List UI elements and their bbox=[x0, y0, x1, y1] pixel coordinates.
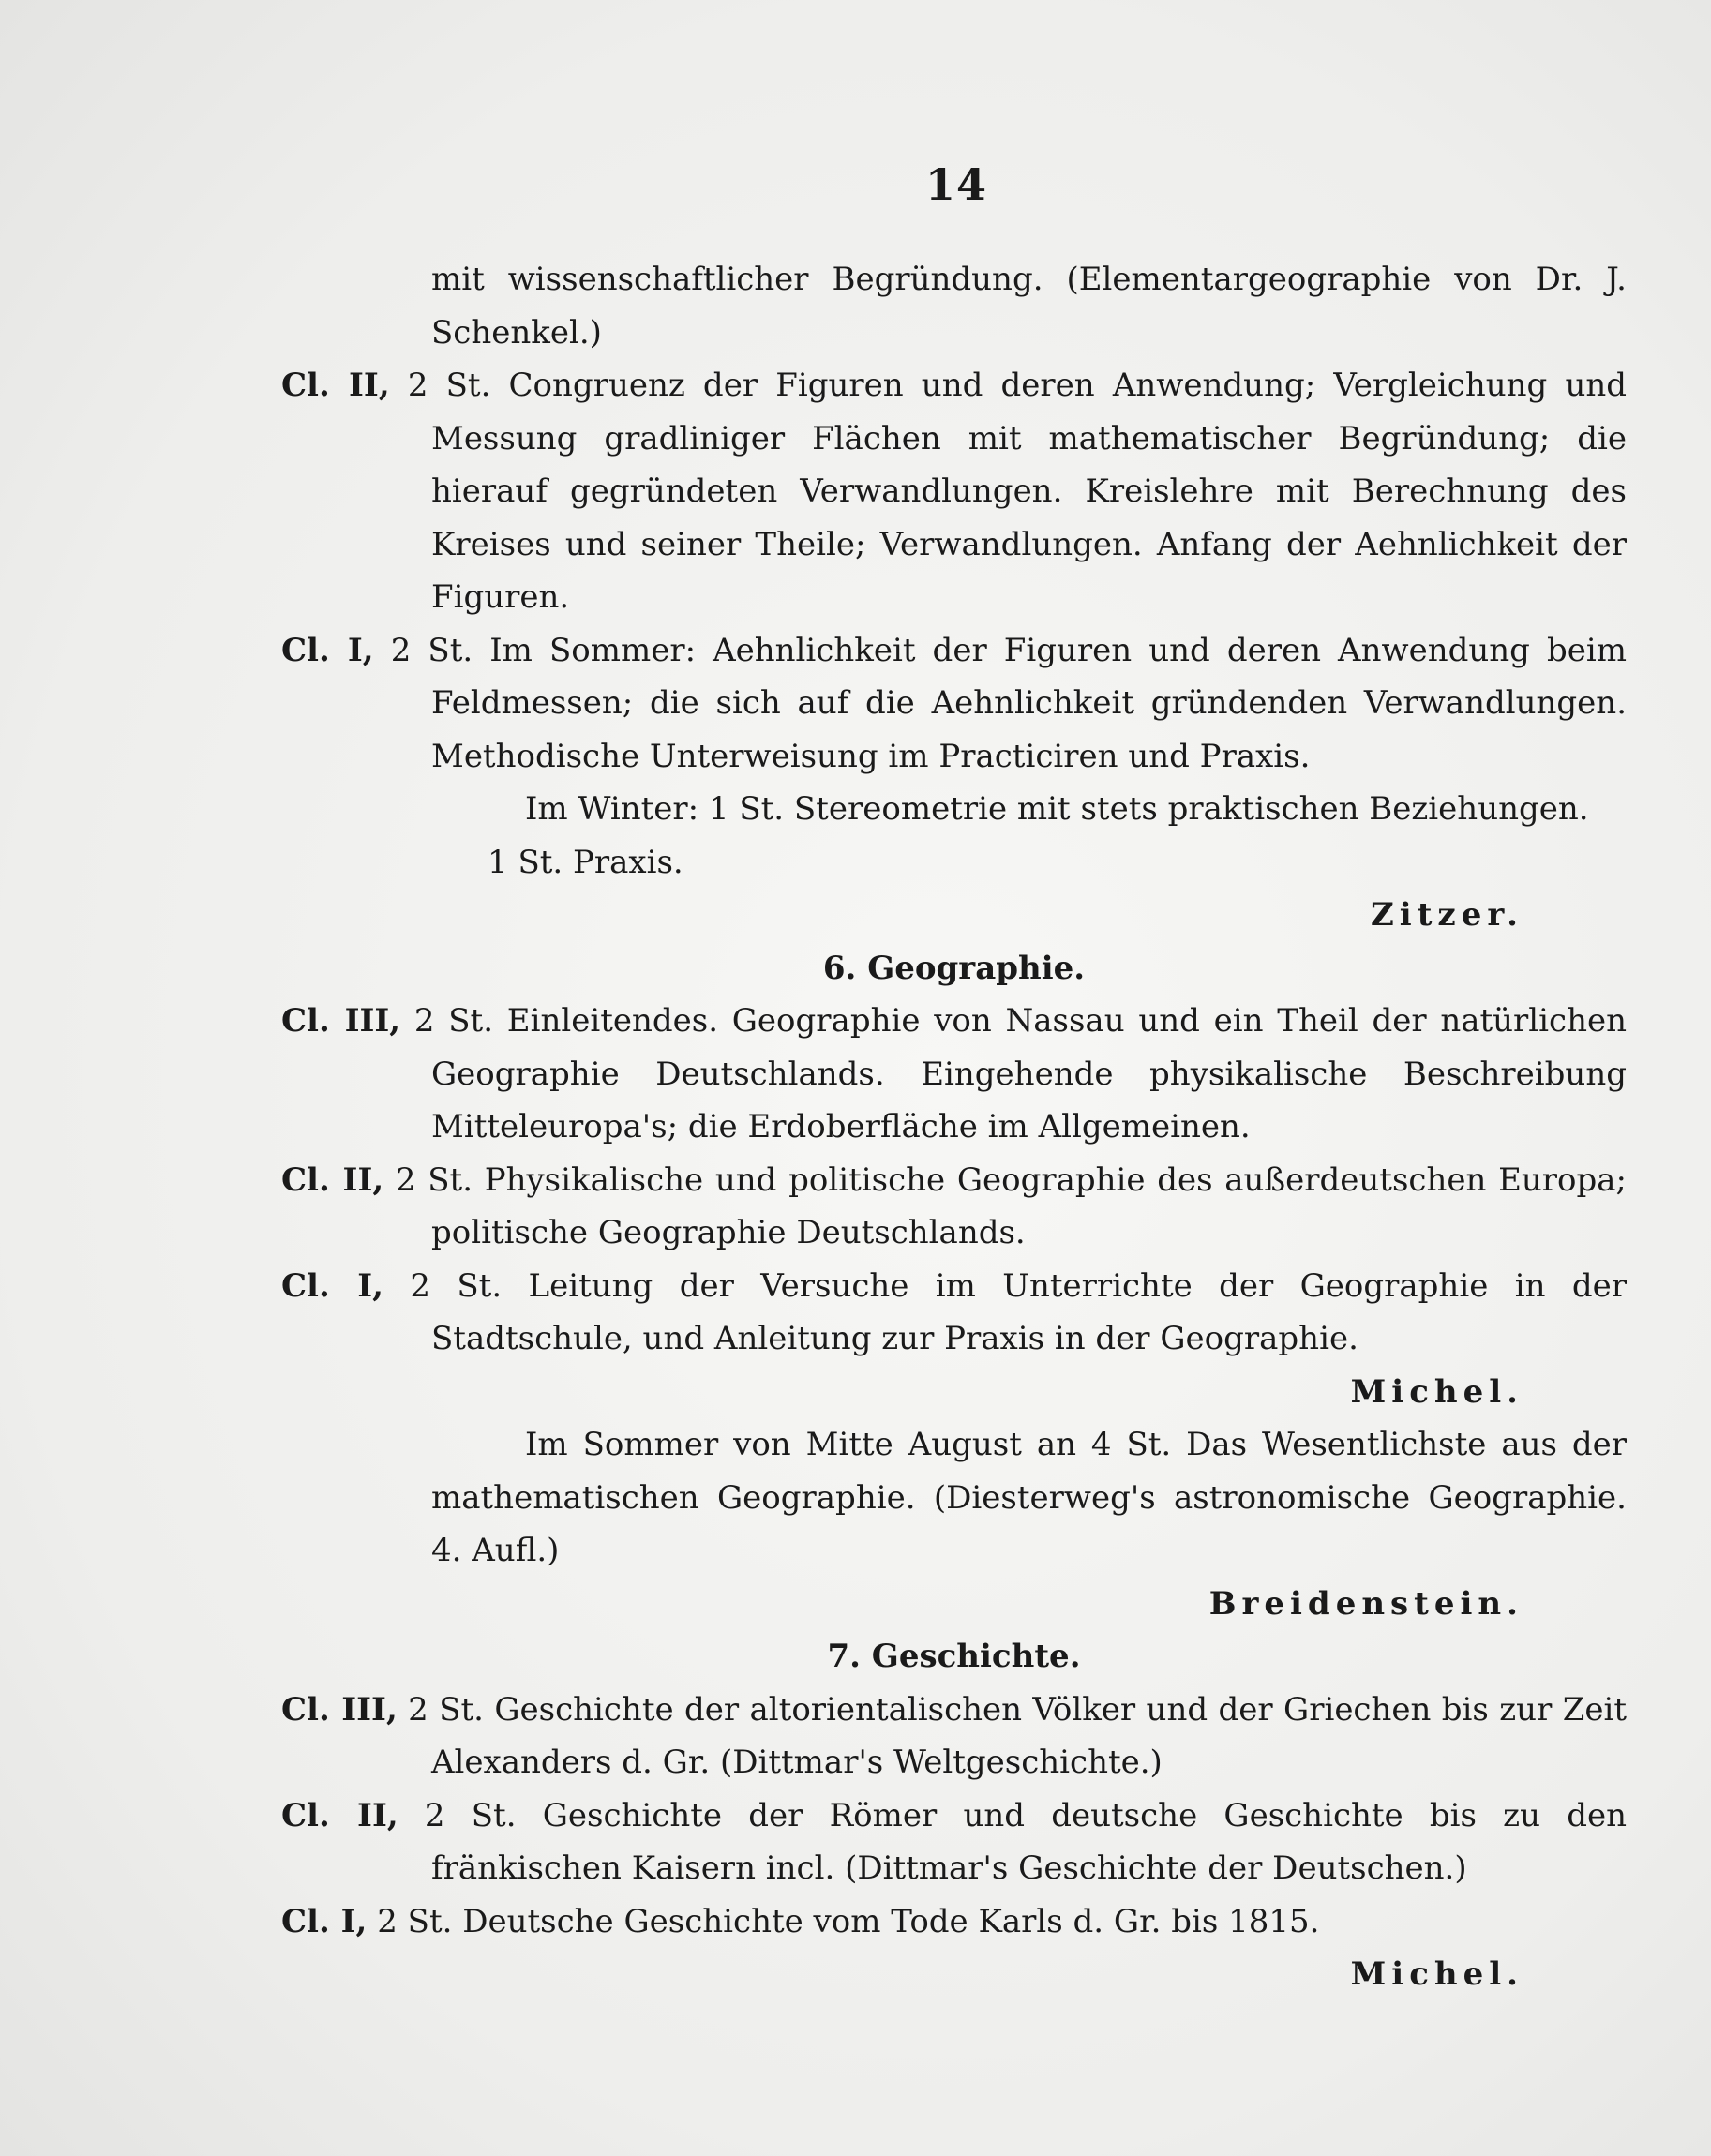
paragraph-text: 2 St. Leitung der Versuche im Unterrichte der Geographie in der Stadtschule, und Anleitung zur Praxis in der Geographie. bbox=[410, 1266, 1627, 1357]
signature-michel: Michel. bbox=[1350, 1372, 1523, 1411]
class-label: Cl. I, bbox=[281, 1266, 383, 1305]
class-label: Cl. II, bbox=[281, 367, 390, 404]
paragraph-hist-class-i bbox=[281, 1895, 1627, 1949]
page-body bbox=[281, 253, 1627, 2001]
paragraph-hist-class-ii bbox=[281, 1789, 1627, 1895]
page-number: 14 bbox=[924, 159, 987, 210]
signature-breidenstein: Breidenstein. bbox=[1208, 1584, 1523, 1623]
paragraph-hist-class-iii bbox=[281, 1684, 1627, 1789]
class-label: Cl. I, bbox=[281, 631, 374, 669]
paragraph-geo-class-i bbox=[281, 1260, 1627, 1366]
paragraph-text: 2 St. Congruenz der Figuren und deren Anwendung; Vergleichung und Messung gradliniger Flächen mit mathematischer Begründung; die hierauf gegründeten Verwandlungen. Kreislehre mit Berechnung des Kreises und seiner Theile; Verwandlungen. Anfang der Aehnlichkeit der Figuren. bbox=[407, 367, 1628, 616]
class-label: Cl. II, bbox=[281, 1796, 398, 1834]
section-heading-geschichte: 7. Geschichte. bbox=[827, 1638, 1081, 1675]
paragraph-text: 2 St. Geschichte der Römer und deutsche Geschichte bis zu den fränkischen Kaisern incl. (Dittmar's Geschichte der Deutschen.) bbox=[424, 1796, 1627, 1887]
paragraph-text: 2 St. Deutsche Geschichte vom Tode Karls d. Gr. bis 1815. bbox=[377, 1902, 1320, 1940]
signature-michel-2: Michel. bbox=[1350, 1955, 1523, 1993]
paragraph-class-i-math bbox=[281, 624, 1627, 784]
paragraph-praxis: 1 St. Praxis. bbox=[488, 843, 683, 881]
paragraph-winter: Im Winter: 1 St. Stereometrie mit stets praktischen Beziehungen. bbox=[525, 790, 1589, 828]
paragraph-text: 2 St. Geschichte der altorientalischen Völker und der Griechen bis zur Zeit Alexanders d. Gr. (Dittmar's Weltgeschichte.) bbox=[408, 1690, 1627, 1781]
signature-zitzer: Zitzer. bbox=[1370, 896, 1523, 934]
class-label: Cl. III, bbox=[281, 1002, 401, 1040]
paragraph-text: 2 St. Physikalische und politische Geographie des außerdeutschen Europa; politische Geographie Deutschlands. bbox=[395, 1160, 1627, 1251]
class-label: Cl. III, bbox=[281, 1690, 398, 1729]
paragraph-class-ii-math bbox=[281, 359, 1627, 624]
paragraph-geo-class-iii bbox=[281, 995, 1627, 1154]
section-heading-geographie: 6. Geographie. bbox=[822, 949, 1086, 987]
paragraph-summer-geo: Im Sommer von Mitte August an 4 St. Das Wesentlichste aus der mathematischen Geographie. (Diesterweg's astronomische Geographie. 4. Aufl.) bbox=[431, 1426, 1627, 1569]
paragraph-text: 2 St. Im Sommer: Aehnlichkeit der Figuren und deren Anwendung beim Feldmessen; die sich auf die Aehnlichkeit gründenden Verwandlungen. Methodische Unterweisung im Practiciren und Praxis. bbox=[390, 631, 1627, 775]
paragraph-text: 2 St. Einleitendes. Geographie von Nassau und ein Theil der natürlichen Geographie Deutschlands. Eingehende physikalische Beschreibung Mitteleuropa's; die Erdoberfläche im Allgemeinen. bbox=[413, 1002, 1628, 1145]
class-label: Cl. II, bbox=[281, 1160, 384, 1199]
class-label: Cl. I, bbox=[281, 1902, 368, 1940]
paragraph-geo-class-ii bbox=[281, 1154, 1627, 1260]
paragraph-continued: mit wissenschaftlicher Begründung. (Elementargeographie von Dr. J. Schenkel.) bbox=[431, 261, 1627, 352]
